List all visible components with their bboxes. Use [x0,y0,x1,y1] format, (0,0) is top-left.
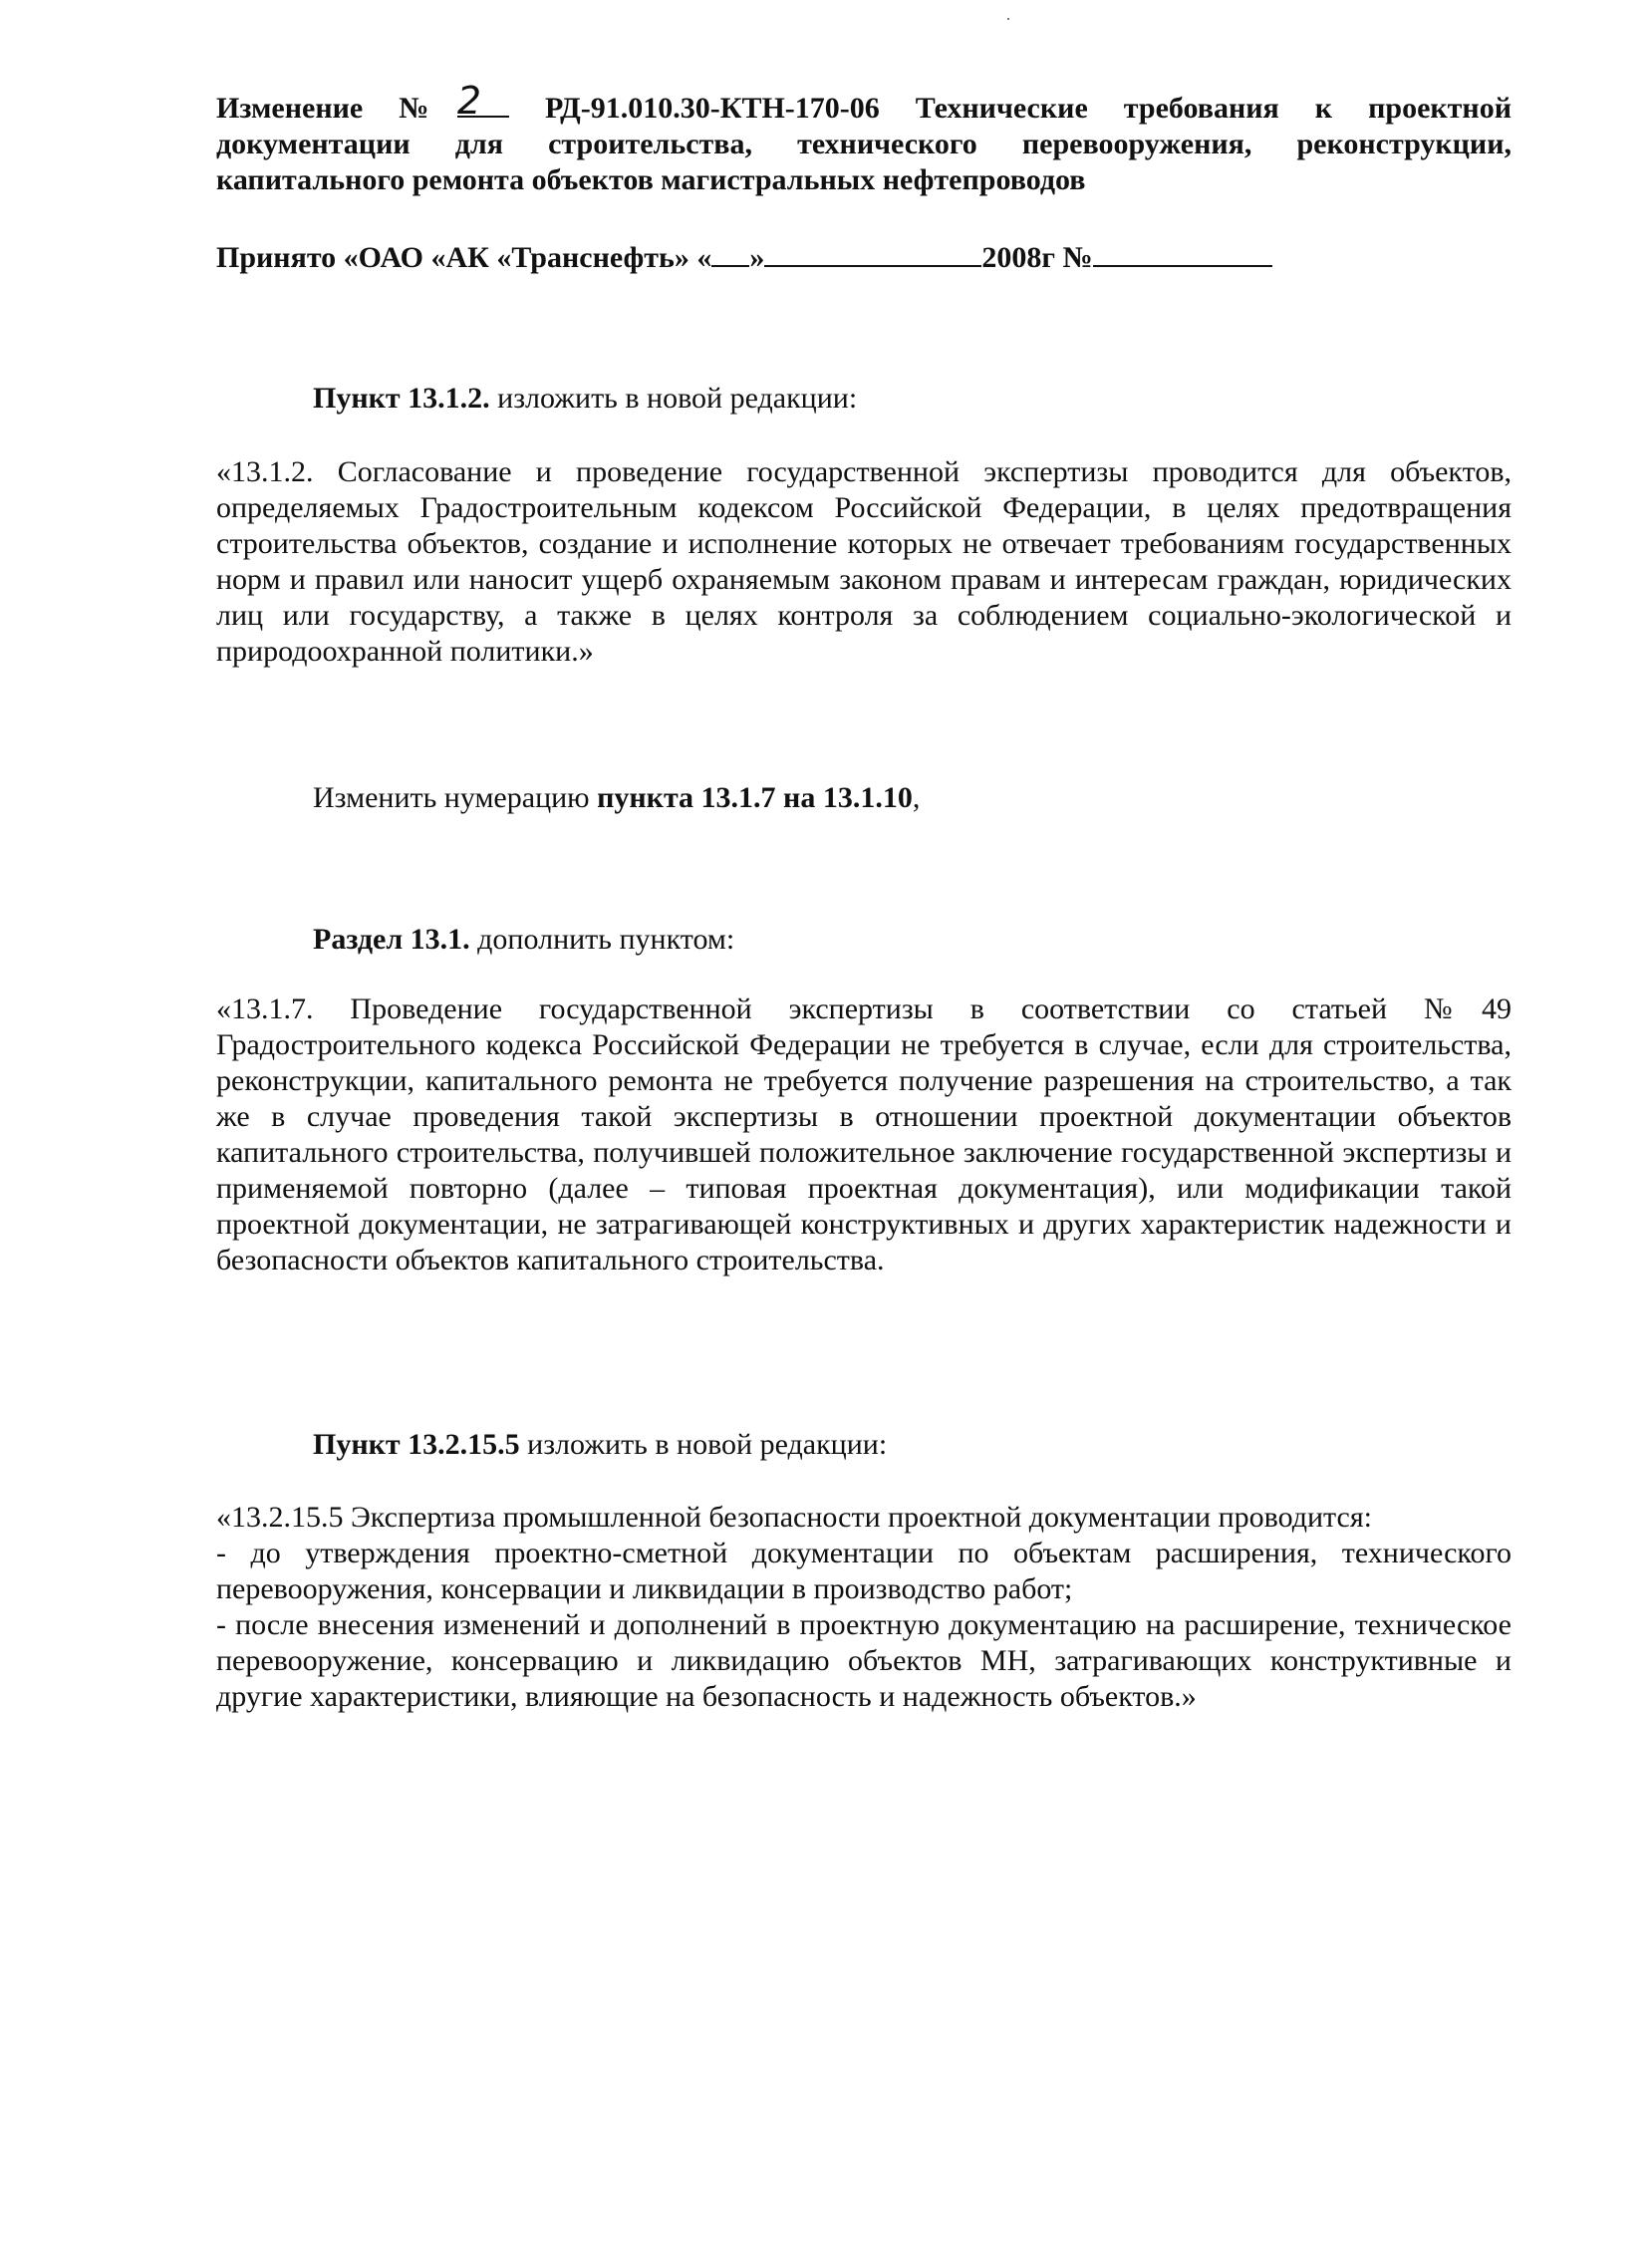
section2-normal: Изменить нумерацию [313,781,598,814]
day-blank [711,239,749,267]
section4-heading-bold: Пункт 13.2.15.5 [313,1428,520,1461]
accepted-year: 2008г № [981,241,1093,274]
section3-heading [313,922,1512,958]
document-title [216,79,1512,198]
section3-heading-bold: Раздел 13.1. [313,923,470,956]
section1-body: «13.1.2. Согласование и проведение государственной экспертизы проводится для объектов, определяемых Градостроительным кодексом Российской Федерации, в целях предотвращения строительства объектов, создание и исполнение которых не отвечает требованиям государственных норм и правил или наносит ущерб охраняемым законом правам и интересам граждан, юридических лиц или государству, а также в целях контроля за соблюдением социально-экологической и природоохранной политики.» [216,455,1512,668]
month-blank [764,239,981,267]
section4-heading-rest: изложить в новой редакции: [519,1428,888,1461]
change-prefix: Изменение № [216,92,457,125]
accepted-prefix: Принято «ОАО «АК «Транснефть» « [216,241,712,274]
number-blank [1093,239,1272,267]
section4-item-1: - до утверждения проектно-сметной документации по объектам расширения, технического перевооружения, консервации и ликвидации в производство работ; [216,1537,1512,1605]
section3-heading-rest: дополнить пунктом: [469,923,735,956]
section2-text [313,780,1512,816]
handwritten-change-number: 2 [457,86,509,118]
accepted-line [216,239,1512,276]
section4-heading [313,1427,1512,1463]
section2-bold: пункта 13.1.7 на 13.1.10 [597,781,913,814]
section4-intro: «13.2.15.5 Экспертиза промышленной безопасности проектной документации проводится: [216,1501,1372,1534]
accepted-quote: » [749,241,765,274]
title-text: РД-91.010.30-КТН-170-06 Технические требования к проектной документации для строительства, технического перевооружения, реконструкции, капитального ремонта объектов магистральных нефтепроводов [216,92,1512,196]
section1-heading-rest: изложить в новой редакции: [489,382,858,415]
section4-item-2: - после внесения изменений и дополнений в проектную документацию на расширение, техническое перевооружение, консервацию и ликвидацию объектов МН, затрагивающих конструктивные и другие характеристики, влияющие на безопасность и надежность объектов.» [216,1608,1512,1713]
section1-heading-bold: Пункт 13.1.2. [313,382,490,415]
section3-body: «13.1.7. Проведение государственной экспертизы в соответствии со статьей №49 Градостроительного кодекса Российской Федерации не требуется в случае, если для строительства, реконструкции, капитального ремонта не требуется получение разрешения на строительство, а так же в случае проведения такой экспертизы в отношении проектной документации объектов капитального строительства, получившей положительное заключение государственной экспертизы и применяемой повторно (далее – типовая проектная документация), или модификации такой проектной документации, не затрагивающей конструктивных и других характеристик надежности и безопасности объектов капитального строительства. [216,992,1512,1276]
section1-heading [313,381,1512,417]
scan-speck [1007,18,1009,20]
section4-body [216,1500,1512,1715]
section2-end: , [912,781,921,814]
